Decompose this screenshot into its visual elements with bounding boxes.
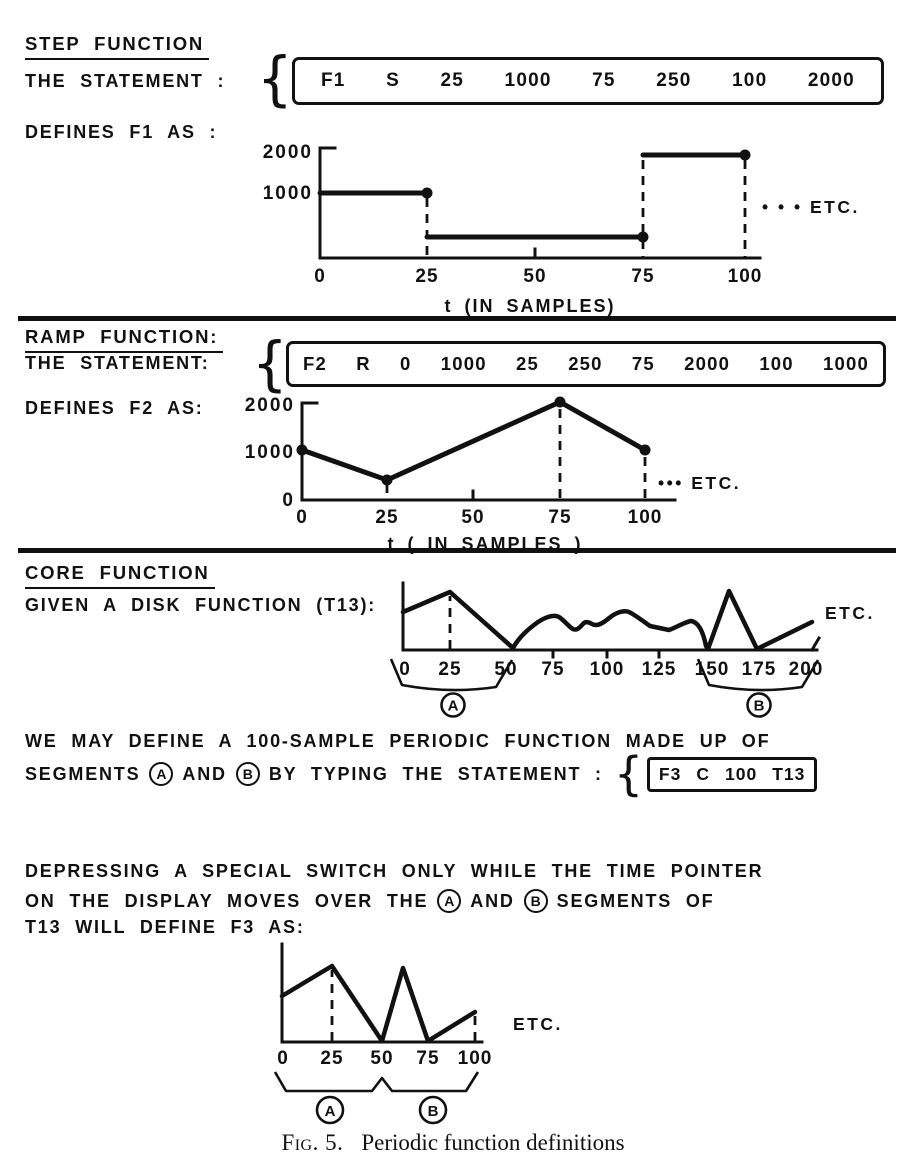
section-divider: [18, 316, 896, 321]
y-tick-label: 2000: [244, 395, 295, 416]
section-divider: [18, 548, 896, 553]
statement-token: T13: [772, 763, 806, 784]
x-tick-label: 0: [314, 266, 326, 287]
etc-annotation: ETC.: [825, 603, 875, 623]
defines-f2-label: DEFINES F2 AS:: [25, 398, 204, 418]
statement-token: 25: [515, 353, 539, 374]
data-point-dot: [422, 188, 433, 199]
define-paragraph-line2: [25, 746, 817, 801]
etc-annotation: • • • ETC.: [762, 197, 860, 217]
step-statement-label: THE STATEMENT :: [25, 71, 226, 91]
etc-annotation: ••• ETC.: [658, 473, 742, 493]
ramp-section-title: RAMP FUNCTION:: [25, 326, 223, 353]
ramp-statement-box: [286, 341, 886, 387]
x-tick-label: 100: [727, 266, 763, 287]
etc-annotation: ETC.: [513, 1014, 563, 1034]
statement-token: 1000: [823, 353, 869, 374]
ramp-statement-label: THE STATEMENT:: [25, 353, 210, 373]
statement-token: R: [356, 353, 371, 374]
statement-token: 100: [725, 763, 758, 784]
step-function-plot: [230, 136, 896, 318]
data-point-dot: [638, 232, 649, 243]
step-statement-box: [292, 57, 884, 105]
x-axis-label: t (IN SAMPLES): [444, 296, 616, 316]
x-tick-label: 25: [415, 266, 439, 287]
figure-caption: [0, 1130, 906, 1156]
statement-token: 100: [759, 353, 794, 374]
define-paragraph-line1: [25, 731, 770, 752]
y-tick-label: 0: [282, 490, 295, 511]
statement-token: 1000: [504, 70, 552, 91]
segment-a-letter: A: [324, 1103, 336, 1120]
x-tick-label: 50: [461, 507, 485, 528]
ramp-statement-brace: {: [252, 330, 288, 399]
defines-f1-label: DEFINES F1 AS :: [25, 122, 218, 142]
paragraph-text: ON THE DISPLAY MOVES OVER THE: [25, 890, 429, 911]
f3-function-plot: [250, 938, 670, 1128]
statement-token: F3: [658, 763, 682, 784]
ramp-line: [302, 402, 645, 480]
x-tick-label: 75: [541, 659, 565, 680]
segment-b-circle-inline: B: [236, 762, 260, 786]
x-tick-label: 25: [320, 1048, 344, 1069]
x-tick-label: 175: [741, 659, 777, 680]
statement-token: 250: [656, 70, 692, 91]
step-statement-brace: {: [257, 45, 293, 114]
paragraph-text: AND: [470, 890, 515, 911]
x-axis-end-tick: [812, 638, 819, 650]
x-tick-label: 100: [589, 659, 625, 680]
statement-token: 1000: [440, 353, 487, 374]
x-tick-label: 200: [788, 659, 824, 680]
segment-b-circle-inline: B: [524, 889, 548, 913]
x-tick-label: 75: [548, 507, 572, 528]
statement-token: S: [386, 70, 400, 91]
statement-token: 25: [440, 70, 465, 91]
y-tick-label: 2000: [262, 142, 313, 163]
segment-b-letter: B: [753, 697, 765, 715]
x-tick-label: 75: [631, 266, 655, 287]
paragraph-text: AND: [182, 763, 227, 784]
paragraph-text: DEPRESSING A SPECIAL SWITCH ONLY WHILE THE TIME POINTER: [25, 861, 764, 881]
segment-a-circle-inline: A: [437, 889, 461, 913]
paragraph-text: SEGMENTS OF: [556, 890, 715, 911]
core-statement-box: [647, 757, 817, 792]
statement-token: C: [696, 763, 710, 784]
statement-token: 2000: [684, 353, 731, 374]
x-tick-label: 50: [370, 1048, 394, 1069]
x-tick-label: 50: [494, 659, 518, 680]
caption-text: Periodic function definitions: [361, 1130, 625, 1155]
data-point-dot: [640, 445, 651, 456]
statement-token: 2000: [807, 70, 855, 91]
ramp-function-plot: [230, 392, 896, 556]
segment-a-circle-inline: A: [149, 762, 173, 786]
x-tick-label: 150: [694, 659, 730, 680]
statement-token: 75: [592, 70, 616, 91]
segment-b-letter: B: [427, 1103, 439, 1120]
data-point-dot: [382, 475, 393, 486]
disk-function-plot: [388, 575, 900, 737]
step-section-title: STEP FUNCTION: [25, 33, 209, 60]
segment-a-letter: A: [447, 697, 459, 715]
paragraph-text: T13 WILL DEFINE F3 AS:: [25, 917, 305, 937]
paragraph-text: BY TYPING THE STATEMENT :: [268, 763, 603, 784]
statement-token: 0: [400, 353, 412, 374]
statement-token: 250: [568, 353, 603, 374]
data-point-dot: [740, 150, 751, 161]
statement-token: F1: [321, 70, 346, 91]
x-tick-label: 0: [277, 1048, 289, 1069]
y-tick-label: 1000: [244, 442, 295, 463]
x-axis-label: t ( IN SAMPLES ): [387, 534, 583, 554]
statement-token: F2: [303, 353, 327, 374]
disk-function-curve: [403, 591, 812, 649]
data-point-dot: [297, 445, 308, 456]
x-tick-label: 125: [641, 659, 677, 680]
core-statement-brace: {: [613, 746, 645, 801]
x-tick-label: 0: [399, 659, 411, 680]
switch-paragraph-line1: [25, 861, 763, 882]
core-section-title: CORE FUNCTION: [25, 562, 215, 589]
x-tick-label: 100: [627, 507, 663, 528]
paragraph-text: SEGMENTS: [25, 763, 141, 784]
f3-curve: [282, 966, 475, 1041]
x-tick-label: 25: [438, 659, 462, 680]
switch-paragraph-line3: [25, 917, 305, 938]
x-tick-label: 50: [523, 266, 547, 287]
x-tick-label: 25: [375, 507, 399, 528]
caption-number: Fig. 5.: [281, 1130, 344, 1155]
segment-brackets: [275, 1072, 478, 1091]
disk-function-label: GIVEN A DISK FUNCTION (T13):: [25, 595, 377, 615]
statement-token: 100: [732, 70, 768, 91]
switch-paragraph-line2: [25, 889, 714, 913]
x-tick-label: 0: [296, 507, 308, 528]
statement-token: 75: [631, 353, 655, 374]
data-point-dot: [555, 397, 566, 408]
x-tick-label: 100: [457, 1048, 493, 1069]
paragraph-text: WE MAY DEFINE A 100-SAMPLE PERIODIC FUNCTION MADE UP OF: [25, 731, 771, 751]
y-tick-label: 1000: [262, 183, 313, 204]
x-tick-label: 75: [416, 1048, 440, 1069]
